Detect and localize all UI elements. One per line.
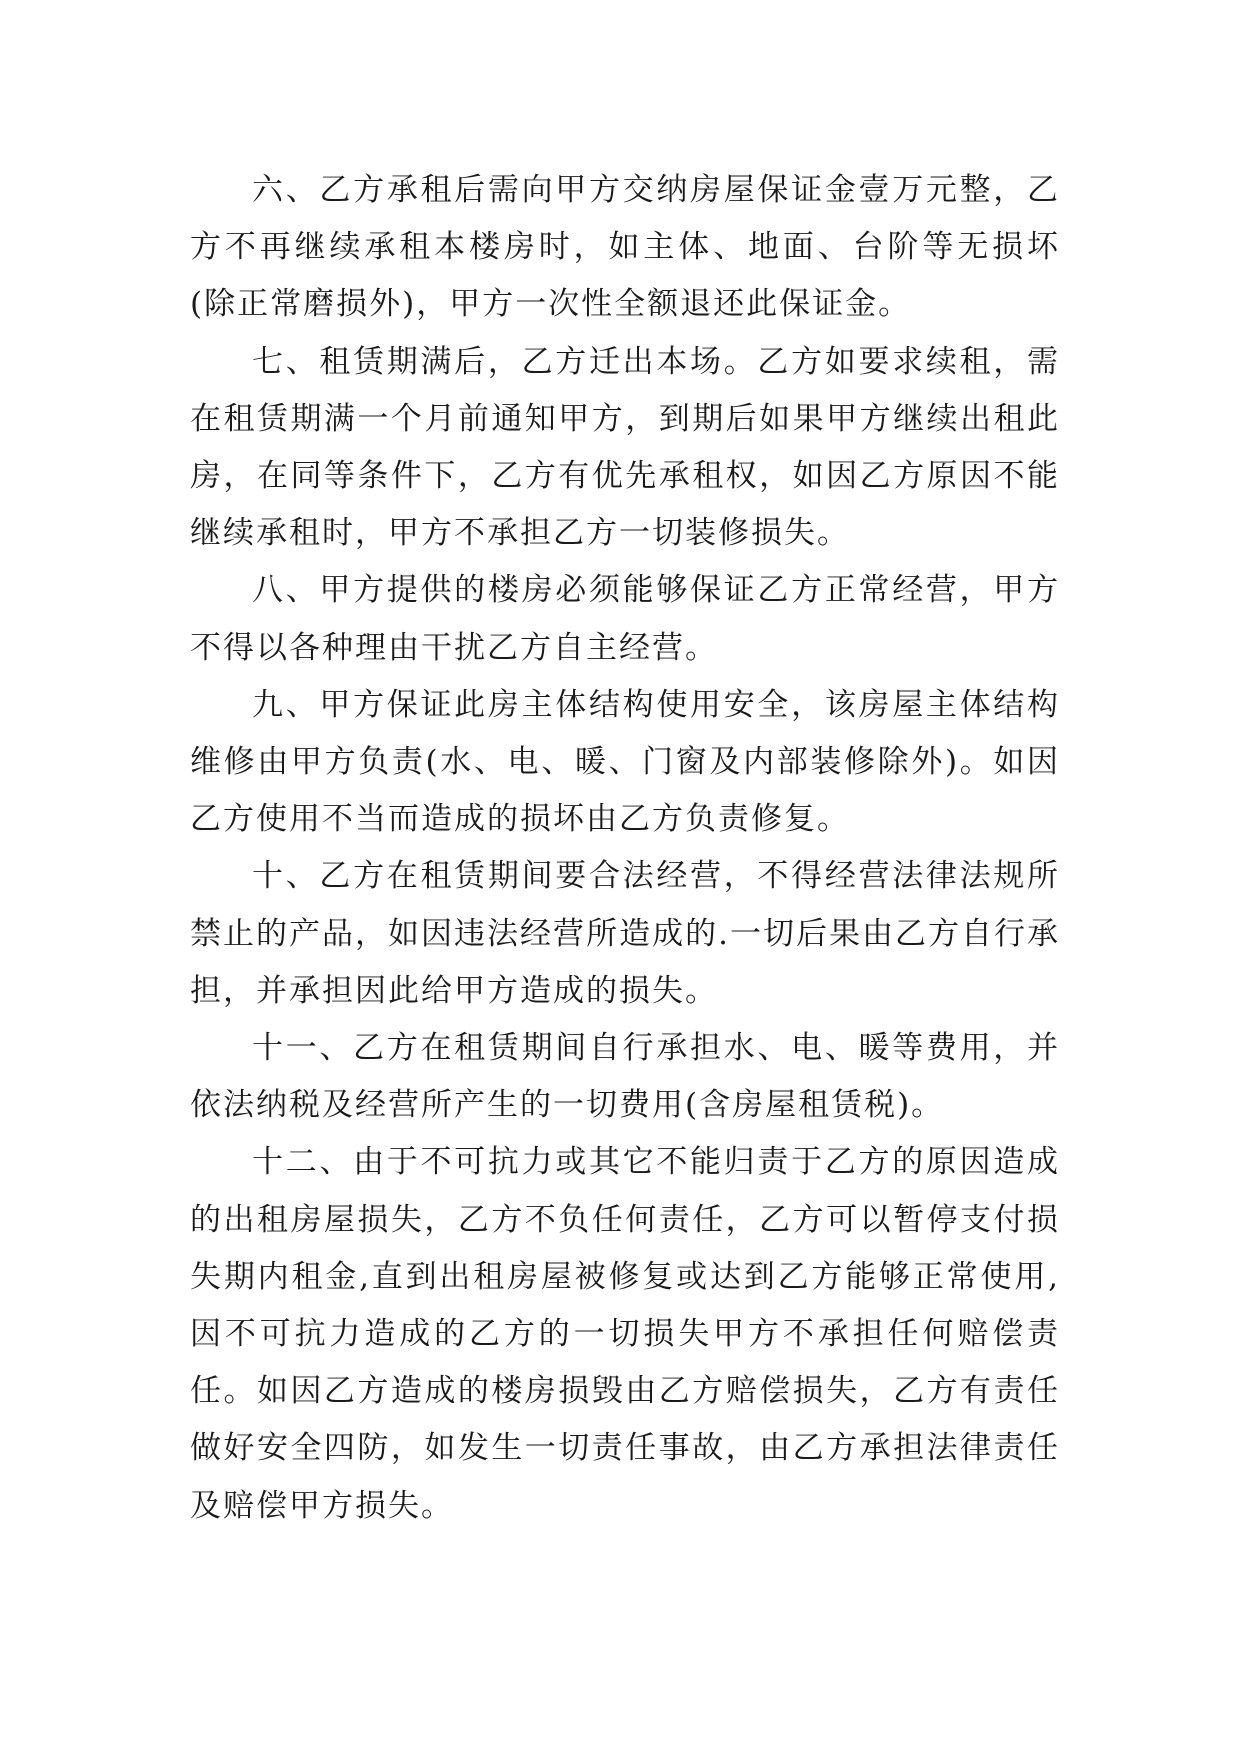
clause-11: 十一、乙方在租赁期间自行承担水、电、暖等费用，并依法纳税及经营所产生的一切费用(含房屋租赁税)。 (190, 1030, 1060, 1124)
clause-6: 六、乙方承租后需向甲方交纳房屋保证金壹万元整，乙方不再继续承租本楼房时，如主体、地面、台阶等无损坏(除正常磨损外)，甲方一次性全额退还此保证金。 (190, 172, 1060, 323)
clause-8: 八、甲方提供的楼房必须能够保证乙方正常经营，甲方不得以各种理由干扰乙方自主经营。 (190, 572, 1060, 666)
clause-7: 七、租赁期满后，乙方迁出本场。乙方如要求续租，需在租赁期满一个月前通知甲方，到期后如果甲方继续出租此房，在同等条件下，乙方有优先承租权，如因乙方原因不能继续承租时，甲方不承担乙方一切装修损失。 (190, 343, 1060, 552)
clause-12: 十二、由于不可抗力或其它不能归责于乙方的原因造成的出租房屋损失，乙方不负任何责任，乙方可以暂停支付损失期内租金,直到出租房屋被修复或达到乙方能够正常使用,因不可抗力造成的乙方的一切损失甲方不承担任何赔偿责任。如因乙方造成的楼房损毁由乙方赔偿损失，乙方有责任做好安全四防，如发生一切责任事故，由乙方承担法律责任及赔偿甲方损失。 (190, 1144, 1060, 1524)
document-body (190, 162, 1060, 1535)
clause-10: 十、乙方在租赁期间要合法经营，不得经营法律法规所禁止的产品，如因违法经营所造成的.一切后果由乙方自行承担，并承担因此给甲方造成的损失。 (190, 858, 1060, 1009)
clause-9: 九、甲方保证此房主体结构使用安全，该房屋主体结构维修由甲方负责(水、电、暖、门窗及内部装修除外)。如因乙方使用不当而造成的损坏由乙方负责修复。 (190, 686, 1060, 838)
